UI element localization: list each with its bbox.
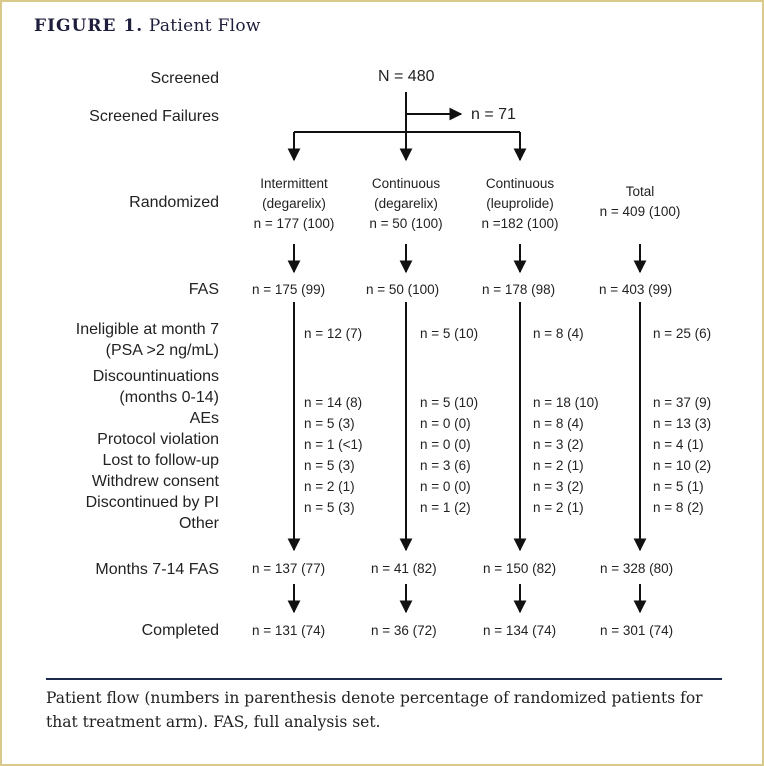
arm-2-discont-total: n = 5 (10) xyxy=(420,395,479,410)
arm-2-discont-aes: n = 0 (0) xyxy=(420,416,471,431)
arm-4-randomized: n = 409 (100) xyxy=(599,204,681,219)
row-label-discont-1: Discountinuations xyxy=(92,368,219,385)
arm-4-months: n = 328 (80) xyxy=(600,561,674,576)
arm-3-discont-withdrew: n = 3 (2) xyxy=(533,479,584,494)
arm-1-discont-protocol: n = 1 (<1) xyxy=(304,437,363,452)
arm-1-discont-total: n = 14 (8) xyxy=(304,395,363,410)
arm-3-discont-aes: n = 8 (4) xyxy=(533,416,584,431)
arm-3-ineligible: n = 8 (4) xyxy=(533,326,584,341)
row-label-ineligible-1: Ineligible at month 7 xyxy=(75,321,219,338)
row-label-randomized: Randomized xyxy=(129,194,219,211)
row-label-screened-failures: Screened Failures xyxy=(89,108,219,125)
arm-2-completed: n = 36 (72) xyxy=(371,623,437,638)
arm-4-discont-pi: n = 8 (2) xyxy=(653,500,704,515)
arm-2-discont-pi: n = 1 (2) xyxy=(420,500,471,515)
row-label-screened: Screened xyxy=(150,70,219,87)
arm-2-discont-withdrew: n = 0 (0) xyxy=(420,479,471,494)
arm-1-discont-withdrew: n = 2 (1) xyxy=(304,479,355,494)
row-label-withdrew: Withdrew consent xyxy=(91,473,219,490)
arm-2-discont-protocol: n = 0 (0) xyxy=(420,437,471,452)
arm-3-discont-pi: n = 2 (1) xyxy=(533,500,584,515)
arm-4-discont-aes: n = 13 (3) xyxy=(653,416,712,431)
arm-4-discont-withdrew: n = 5 (1) xyxy=(653,479,704,494)
arm-3-drug: (leuprolide) xyxy=(486,196,554,211)
figure-caption: Patient flow (numbers in parenthesis denote percentage of randomized patients for that treatment arm). FAS, full analysis set. xyxy=(46,689,703,731)
row-label-lost: Lost to follow-up xyxy=(102,452,219,469)
arm-4-fas: n = 403 (99) xyxy=(599,282,673,297)
row-label-other: Other xyxy=(178,515,219,532)
arm-3-discont-lost: n = 2 (1) xyxy=(533,458,584,473)
arm-1-discont-lost: n = 5 (3) xyxy=(304,458,355,473)
arm-1-drug: (degarelix) xyxy=(262,196,326,211)
arm-2-drug: (degarelix) xyxy=(374,196,438,211)
failures-count: n = 71 xyxy=(471,106,516,123)
arm-2-ineligible: n = 5 (10) xyxy=(420,326,479,341)
arm-1-discont-aes: n = 5 (3) xyxy=(304,416,355,431)
arm-4-discont-lost: n = 10 (2) xyxy=(653,458,712,473)
screened-count: N = 480 xyxy=(378,68,435,85)
arm-4-discont-total: n = 37 (9) xyxy=(653,395,712,410)
row-label-fas: FAS xyxy=(188,281,219,298)
flow-connectors xyxy=(2,2,764,766)
arm-3-fas: n = 178 (98) xyxy=(482,282,556,297)
arm-3-completed: n = 134 (74) xyxy=(483,623,557,638)
row-label-aes: AEs xyxy=(189,410,219,427)
row-label-protocol: Protocol violation xyxy=(97,431,219,448)
row-label-discont-2: (months 0-14) xyxy=(119,389,219,406)
arm-3-discont-protocol: n = 3 (2) xyxy=(533,437,584,452)
arm-2-discont-lost: n = 3 (6) xyxy=(420,458,471,473)
arm-1-months: n = 137 (77) xyxy=(252,561,326,576)
arm-1-randomized: n = 177 (100) xyxy=(253,216,335,231)
row-label-months: Months 7-14 FAS xyxy=(95,561,219,578)
figure-title-text: Patient Flow xyxy=(148,16,261,36)
figure-label: FIGURE 1. xyxy=(34,16,144,36)
arm-2-name: Continuous xyxy=(371,176,441,191)
arm-4-name: Total xyxy=(625,184,655,199)
arm-3-discont-total: n = 18 (10) xyxy=(533,395,599,410)
arm-1-completed: n = 131 (74) xyxy=(252,623,326,638)
arm-1-discont-pi: n = 5 (3) xyxy=(304,500,355,515)
row-label-ineligible-2: (PSA >2 ng/mL) xyxy=(105,342,219,359)
arm-2-randomized: n = 50 (100) xyxy=(369,216,443,231)
row-label-pi: Discontinued by PI xyxy=(85,494,219,511)
arm-1-name: Intermittent xyxy=(260,176,328,191)
arm-4-completed: n = 301 (74) xyxy=(600,623,674,638)
arm-2-fas: n = 50 (100) xyxy=(366,282,440,297)
arm-3-randomized: n =182 (100) xyxy=(481,216,559,231)
row-label-completed: Completed xyxy=(141,622,219,639)
arm-3-months: n = 150 (82) xyxy=(483,561,557,576)
arm-4-ineligible: n = 25 (6) xyxy=(653,326,712,341)
arm-3-name: Continuous xyxy=(485,176,555,191)
arm-1-fas: n = 175 (99) xyxy=(252,282,326,297)
arm-1-ineligible: n = 12 (7) xyxy=(304,326,363,341)
arm-4-discont-protocol: n = 4 (1) xyxy=(653,437,704,452)
arm-2-months: n = 41 (82) xyxy=(371,561,437,576)
